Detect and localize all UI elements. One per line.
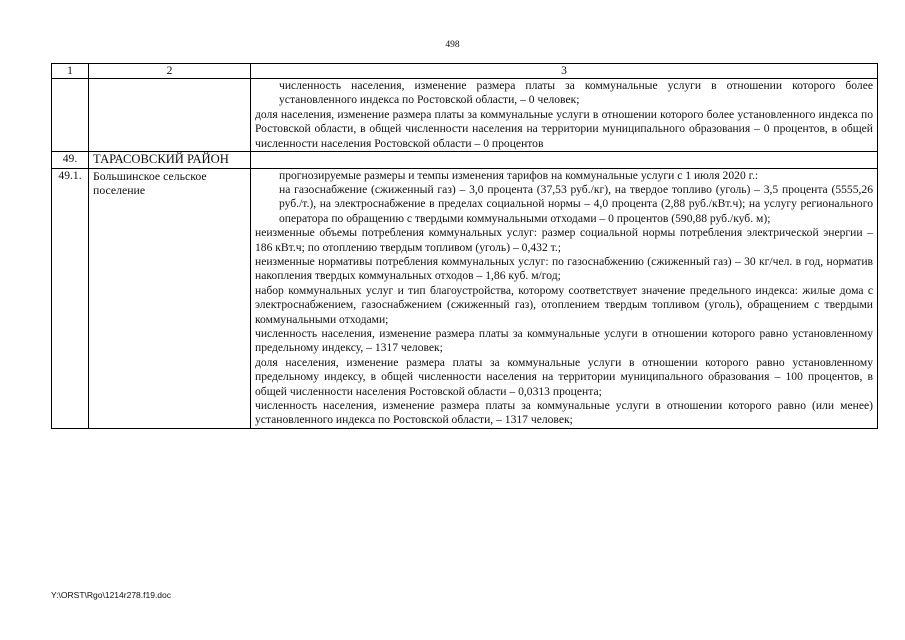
table-row-settlement: [52, 168, 878, 428]
content-paragraph: набор коммунальных услуг и тип благоустройства, которому соответствует значение предельного индекса: жилые дома с электроснабжением, газоснабжением (сжиженный газ), отоплением твердым топливом (уголь), обращением с твердыми коммунальными отходами;: [255, 283, 873, 326]
row-content-cell: [251, 152, 878, 169]
settlement-name-cell: Большинское сельское поселение: [89, 168, 251, 428]
content-paragraph: численность населения, изменение размера платы за коммунальные услуги в отношении которого более установленного индекса по Ростовской области, – 0 человек;: [279, 79, 873, 107]
content-paragraph: численность населения, изменение размера платы за коммунальные услуги в отношении которого равно (или менее) установленного индекса по Ростовской области, – 1317 человек;: [255, 399, 873, 427]
content-paragraph: численность населения, изменение размера платы за коммунальные услуги в отношении которого равно установленному предельному индексу, – 1317 человек;: [255, 327, 873, 355]
content-paragraph: на газоснабжение (сжиженный газ) – 3,0 процента (37,53 руб./кг), на твердое топливо (уголь) – 3,5 процента (5555,26 руб./т.), на электроснабжение в пределах социальной нормы – 4,0 процента (2,88 руб./кВт.ч); на услугу регионального оператора по обращению с твердыми коммунальными отходами – 0 процентов (590,88 руб./куб. м);: [279, 182, 873, 225]
content-paragraph: прогнозируемые размеры и темпы изменения тарифов на коммунальные услуги с 1 июля 2020 г.:: [279, 168, 759, 182]
content-paragraph: неизменные объемы потребления коммунальных услуг: размер социальной нормы потребления электрической энергии – 186 кВт.ч; по отоплению твердым топливом (уголь) – 0,432 т.;: [255, 226, 873, 254]
table-row-continuation: [52, 79, 878, 152]
page-number: 498: [445, 40, 460, 50]
content-paragraph: доля населения, изменение размера платы за коммунальные услуги в отношении которого более установленного индекса по Ростовской области, в общей численности населения на территории муниципального образования – 0 процентов, в общей численности населения Ростовской области – 0 процентов: [255, 107, 873, 150]
column-header-1: 1: [52, 64, 89, 79]
document-table: [51, 63, 878, 429]
row-content-cell: [251, 79, 878, 152]
row-number-cell: [52, 79, 89, 152]
table-row-district: [52, 152, 878, 169]
content-paragraph: доля населения, изменение размера платы за коммунальные услуги в отношении которого равно установленному предельному индексу, в общей численности населения на территории муниципального образования – 100 процентов, в общей численности населения Ростовской области – 0,0313 процента;: [255, 355, 873, 398]
row-number-cell: 49.1.: [52, 168, 89, 428]
table-header-row: [52, 64, 878, 79]
row-number-cell: 49.: [52, 152, 89, 169]
content-paragraph: неизменные нормативы потребления коммунальных услуг: по газоснабжению (сжиженный газ) – 30 кг/чел. в год, норматив накопления твердых коммунальных отходов – 1,86 куб. м/год;: [255, 254, 873, 283]
row-content-cell: [251, 168, 878, 428]
row-name-cell: [89, 79, 251, 152]
file-path-footer: Y:\ORST\Rgo\1214r278.f19.doc: [51, 590, 172, 600]
district-name-cell: ТАРАСОВСКИЙ РАЙОН: [89, 152, 251, 169]
column-header-2: 2: [89, 64, 251, 79]
column-header-3: 3: [251, 64, 878, 79]
